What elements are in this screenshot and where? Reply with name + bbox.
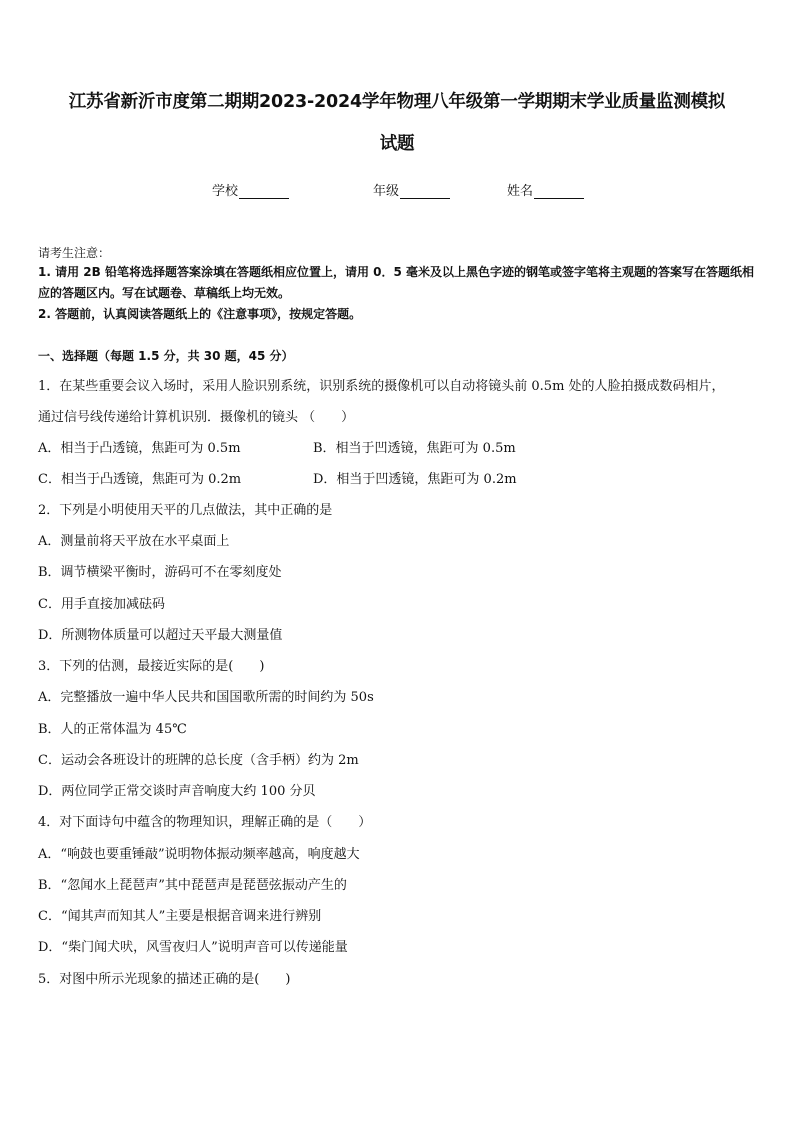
question-3-option-d: D．两位同学正常交谈时声音响度大约 100 分贝: [38, 784, 316, 799]
question-2-option-d: D．所测物体质量可以超过天平最大测量值: [38, 628, 283, 643]
question-1-option-b: B．相当于凹透镜，焦距可为 0.5m: [313, 441, 516, 456]
question-3-option-b: B．人的正常体温为 45℃: [38, 722, 187, 737]
question-2-option-a: A．测量前将天平放在水平桌面上: [38, 534, 230, 549]
question-1-option-c: C．相当于凸透镜，焦距可为 0.2m: [38, 472, 242, 487]
notice-item-1: 1. 请用 2B 铅笔将选择题答案涂填在答题纸相应位置上，请用 0．5 毫米及以上黑色字迹的钢笔或签字笔将主观题的答案写在答题纸相应的答题区内。写在试题卷、草稿纸上均无效。: [38, 265, 754, 300]
question-4-option-a: A．“响鼓也要重锤敲”说明物体振动频率越高，响度越大: [38, 847, 360, 862]
question-1-option-a: A．相当于凸透镜，焦距可为 0.5m: [38, 441, 241, 456]
question-4-option-b: B．“忽闻水上琵琶声”其中琵琶声是琵琶弦振动产生的: [38, 878, 347, 893]
question-1-option-d: D．相当于凹透镜，焦距可为 0.2m: [313, 472, 517, 487]
grade-blank[interactable]: [400, 185, 450, 199]
question-5-stem: 5．对图中所示光现象的描述正确的是( ): [38, 972, 291, 987]
question-3-option-a: A．完整播放一遍中华人民共和国国歌所需的时间约为 50s: [38, 690, 374, 705]
notice-item-2: 2. 答题前，认真阅读答题纸上的《注意事项》，按规定答题。: [38, 307, 362, 321]
question-4-stem: 4．对下面诗句中蕴含的物理知识，理解正确的是（ ）: [38, 815, 372, 830]
question-1-stem-continued: 通过信号线传递给计算机识别．摄像机的镜头 （ ）: [38, 410, 355, 425]
name-blank[interactable]: [534, 185, 584, 199]
grade-label: 年级: [373, 184, 400, 199]
school-blank[interactable]: [239, 185, 289, 199]
section-heading: 一、选择题（每题 1.5 分，共 30 题，45 分）: [38, 349, 294, 363]
notice-heading: 请考生注意：: [38, 246, 111, 260]
question-2-stem: 2．下列是小明使用天平的几点做法，其中正确的是: [38, 503, 333, 518]
question-3-option-c: C．运动会各班设计的班牌的总长度（含手柄）约为 2m: [38, 753, 359, 768]
name-field: [507, 180, 584, 199]
school-field: [212, 180, 289, 199]
question-4-option-c: C．“闻其声而知其人”主要是根据音调来进行辨别: [38, 909, 322, 924]
question-3-stem: 3．下列的估测，最接近实际的是( ): [38, 659, 265, 674]
name-label: 姓名: [507, 184, 534, 199]
question-1-stem: 1．在某些重要会议入场时，采用人脸识别系统，识别系统的摄像机可以自动将镜头前 0.5m 处的人脸拍摄成数码相片，: [38, 379, 725, 394]
question-2-option-c: C．用手直接加减砝码: [38, 597, 165, 612]
question-2-option-b: B．调节横梁平衡时，游码可不在零刻度处: [38, 565, 282, 580]
grade-field: [373, 180, 450, 199]
exam-title-continued: 试题: [379, 134, 415, 154]
question-4-option-d: D．“柴门闻犬吠，风雪夜归人”说明声音可以传递能量: [38, 940, 348, 955]
exam-title: 江苏省新沂市度第二期期2023-2024学年物理八年级第一学期期末学业质量监测模拟: [68, 92, 726, 112]
school-label: 学校: [212, 184, 239, 199]
